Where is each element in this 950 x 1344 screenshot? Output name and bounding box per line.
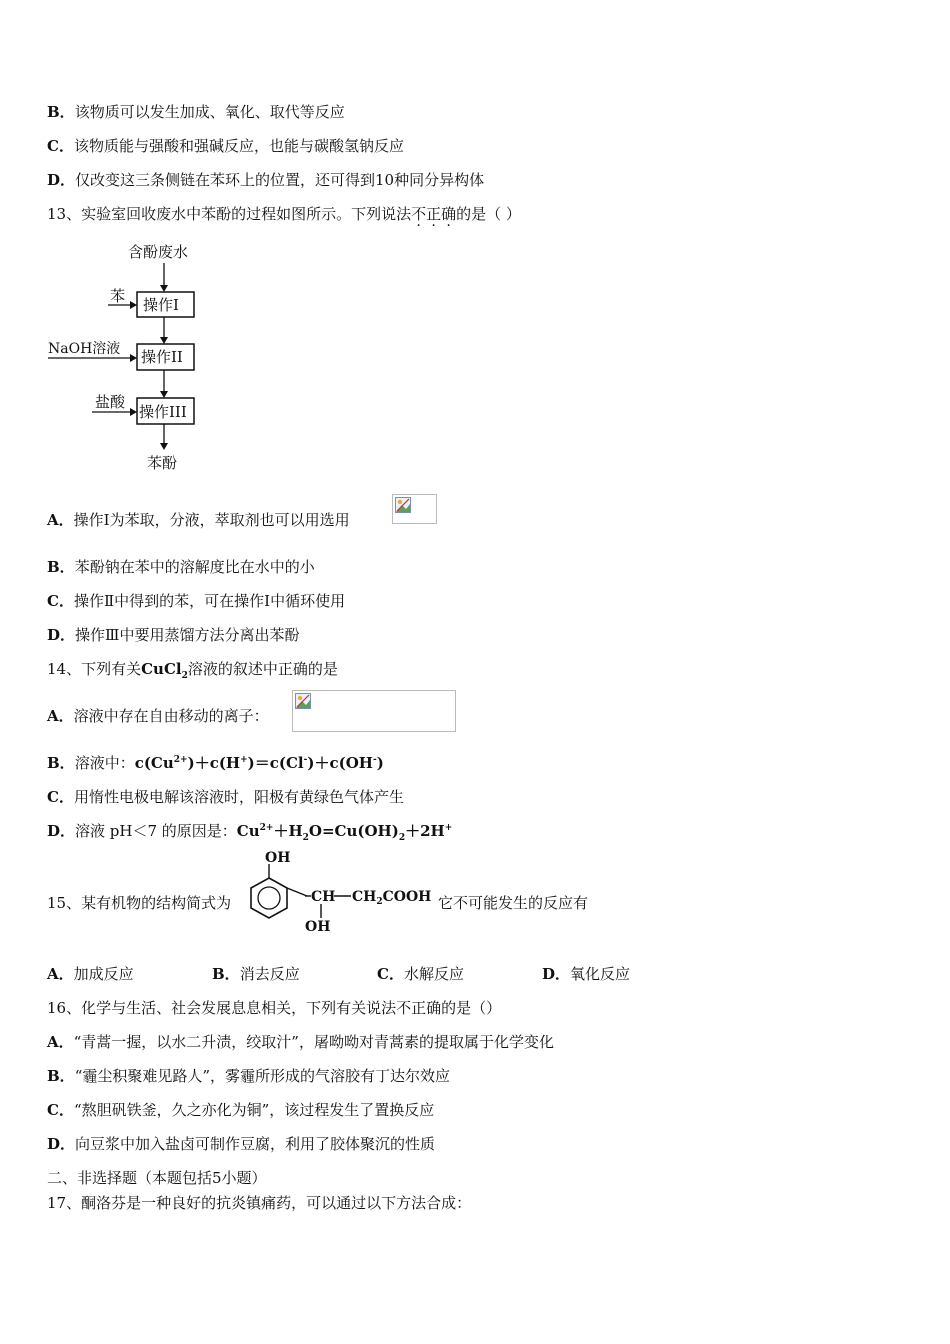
eq-part: )＋c(OH — [307, 754, 373, 772]
formula-subscript: 2 — [181, 671, 188, 681]
eq-part: Cu — [236, 822, 260, 840]
q13-option-b — [47, 557, 315, 577]
stem-text: 15、某有机物的结构简式为 — [47, 894, 232, 912]
stem-text: 溶液的叙述中正确的是 — [187, 660, 338, 678]
stem-text: 14、下列有关 — [47, 660, 142, 678]
ch2-sub: 2 — [376, 897, 383, 907]
eq-part: ＋H — [273, 822, 303, 840]
q15-option-d — [542, 964, 630, 984]
q14-stem — [47, 659, 338, 679]
option-text: 该物质可以发生加成、氧化、取代等反应 — [74, 103, 345, 121]
q14-option-d — [47, 821, 452, 841]
option-text: 氧化反应 — [570, 965, 631, 983]
option-letter: C． — [47, 1101, 74, 1119]
section-title: 二、非选择题（本题包括5小题） — [47, 1169, 267, 1187]
q15-option-b — [212, 964, 300, 984]
eq-sub: 2 — [302, 833, 309, 843]
section-heading — [47, 1168, 267, 1188]
eq-part: )＋c(H — [187, 754, 241, 772]
eq-part: )＝c(Cl — [247, 754, 304, 772]
emph-char: 正 — [426, 205, 442, 223]
option-text: 消去反应 — [239, 965, 300, 983]
stem-text: 16、化学与生活、社会发展息息相关，下列有关说法不正确的是（） — [47, 999, 502, 1017]
option-letter: C． — [47, 592, 74, 610]
option-letter: B． — [47, 558, 75, 576]
q14-option-a — [47, 706, 269, 726]
option-text: 溶液中存在自由移动的离子： — [73, 707, 269, 725]
option-letter: A． — [47, 965, 74, 983]
eq-part: c(Cu — [134, 754, 174, 772]
q17-stem — [47, 1193, 471, 1213]
option-text: “霾尘积聚难见路人”，雾霾所形成的气溶胶有丁达尔效应 — [74, 1067, 451, 1085]
option-letter: B． — [47, 754, 75, 772]
eq-part: ＋2H — [405, 822, 445, 840]
emph-char: 不 — [411, 205, 427, 223]
flow-input-1: 苯 — [110, 287, 126, 305]
option-text: 操作Ⅱ中得到的苯，可在操作Ⅰ中循环使用 — [73, 592, 346, 610]
flow-input-2: NaOH溶液 — [48, 341, 121, 357]
option-text: 水解反应 — [403, 965, 464, 983]
option-letter: D． — [47, 171, 76, 189]
broken-image-placeholder — [292, 690, 456, 732]
ch2cooh-part — [352, 889, 431, 907]
emph-char: 确 — [441, 205, 457, 223]
eq-part: O=Cu(OH) — [308, 822, 399, 840]
option-letter: B． — [47, 103, 75, 121]
flow-input-3: 盐酸 — [95, 393, 126, 411]
option-letter: C． — [377, 965, 404, 983]
option-text: 苯酚钠在苯中的溶解度比在水中的小 — [74, 558, 315, 576]
option-text: 操作Ⅲ中要用蒸馏方法分离出苯酚 — [75, 626, 300, 644]
equation — [236, 822, 453, 843]
option-text: 向豆浆中加入盐卤可制作豆腐，利用了胶体聚沉的性质 — [75, 1135, 436, 1153]
flow-box-2-label: 操作II — [141, 348, 183, 366]
option-text: 加成反应 — [73, 965, 134, 983]
eq-sup: + — [444, 823, 453, 833]
q16-option-a — [47, 1032, 554, 1052]
flow-bottom-label: 苯酚 — [147, 454, 178, 472]
flow-box-3-label: 操作III — [139, 403, 187, 421]
eq-sup: - — [372, 755, 377, 765]
q16-option-b — [47, 1066, 450, 1086]
option-letter: A． — [47, 707, 74, 725]
phenol-recovery-flowchart — [40, 235, 230, 480]
option-text: 操作Ⅰ为苯取，分液，萃取剂也可以用选用 — [73, 511, 350, 529]
broken-image-icon — [295, 693, 311, 709]
eq-sup: 2+ — [173, 755, 188, 765]
broken-image-placeholder — [392, 494, 437, 524]
eq-sup: + — [240, 755, 248, 765]
q15-stem-pre — [47, 893, 231, 913]
ch2-c: CH — [352, 889, 377, 905]
q13-option-d — [47, 625, 299, 645]
q14-option-b — [47, 753, 384, 773]
q15-option-a — [47, 964, 134, 984]
oh-bottom-label: OH — [305, 919, 331, 935]
eq-part: ) — [376, 754, 384, 772]
broken-image-icon — [395, 497, 411, 513]
option-text: 溶液中： — [74, 754, 135, 772]
formula: CuCl — [141, 660, 182, 678]
q14-option-c — [47, 787, 404, 807]
option-letter: B． — [212, 965, 240, 983]
oh-top-label: OH — [265, 850, 291, 866]
q13-option-c — [47, 591, 345, 611]
option-letter: C． — [47, 137, 74, 155]
eq-sup: - — [303, 755, 308, 765]
option-letter: D． — [47, 1135, 76, 1153]
flow-box-1-label: 操作I — [143, 296, 179, 314]
stem-text: 的是（ ） — [456, 205, 521, 223]
benzene-aromatic-circle — [258, 887, 280, 909]
option-text: “青蒿一握，以水二升渍，绞取汁”，屠呦呦对青蒿素的提取属于化学变化 — [73, 1033, 554, 1051]
eq-sup: 2+ — [259, 823, 274, 833]
flow-top-label: 含酚废水 — [128, 243, 189, 261]
q15-option-c — [377, 964, 464, 984]
benzene-ring — [251, 878, 287, 918]
q12-option-b — [47, 102, 345, 122]
option-letter: A． — [47, 511, 74, 529]
q12-option-d — [47, 170, 484, 190]
q12-option-c — [47, 136, 404, 156]
q16-stem — [47, 998, 501, 1018]
q15-stem-post — [438, 893, 588, 913]
option-letter: B． — [47, 1067, 75, 1085]
stem-text: 它不可能发生的反应有 — [438, 894, 589, 912]
q13-stem — [47, 204, 521, 224]
option-letter: D． — [47, 626, 76, 644]
option-text: 溶液 pH＜7 的原因是： — [75, 822, 237, 840]
option-letter: A． — [47, 1033, 74, 1051]
cooh: COOH — [382, 889, 432, 905]
option-letter: C． — [47, 788, 74, 806]
stem-text: 17、酮洛芬是一种良好的抗炎镇痛药，可以通过以下方法合成： — [47, 1194, 472, 1212]
structural-formula — [245, 848, 445, 938]
option-letter: D． — [542, 965, 571, 983]
eq-sub: 2 — [398, 833, 406, 843]
q13-option-a — [47, 510, 350, 530]
equation — [135, 754, 384, 772]
option-letter: D． — [47, 822, 76, 840]
option-text: 用惰性电极电解该溶液时，阳极有黄绿色气体产生 — [73, 788, 404, 806]
q16-option-c — [47, 1100, 434, 1120]
ch-label: CH — [311, 889, 336, 905]
stem-text: 13、实验室回收废水中苯酚的过程如图所示。下列说法 — [47, 205, 412, 223]
option-text: “熬胆矾铁釜，久之亦化为铜”，该过程发生了置换反应 — [73, 1101, 435, 1119]
option-text: 仅改变这三条侧链在苯环上的位置，还可得到10种同分异构体 — [75, 171, 485, 189]
option-text: 该物质能与强酸和强碱反应，也能与碳酸氢钠反应 — [73, 137, 404, 155]
emphasized-word — [411, 205, 456, 223]
q16-option-d — [47, 1134, 435, 1154]
